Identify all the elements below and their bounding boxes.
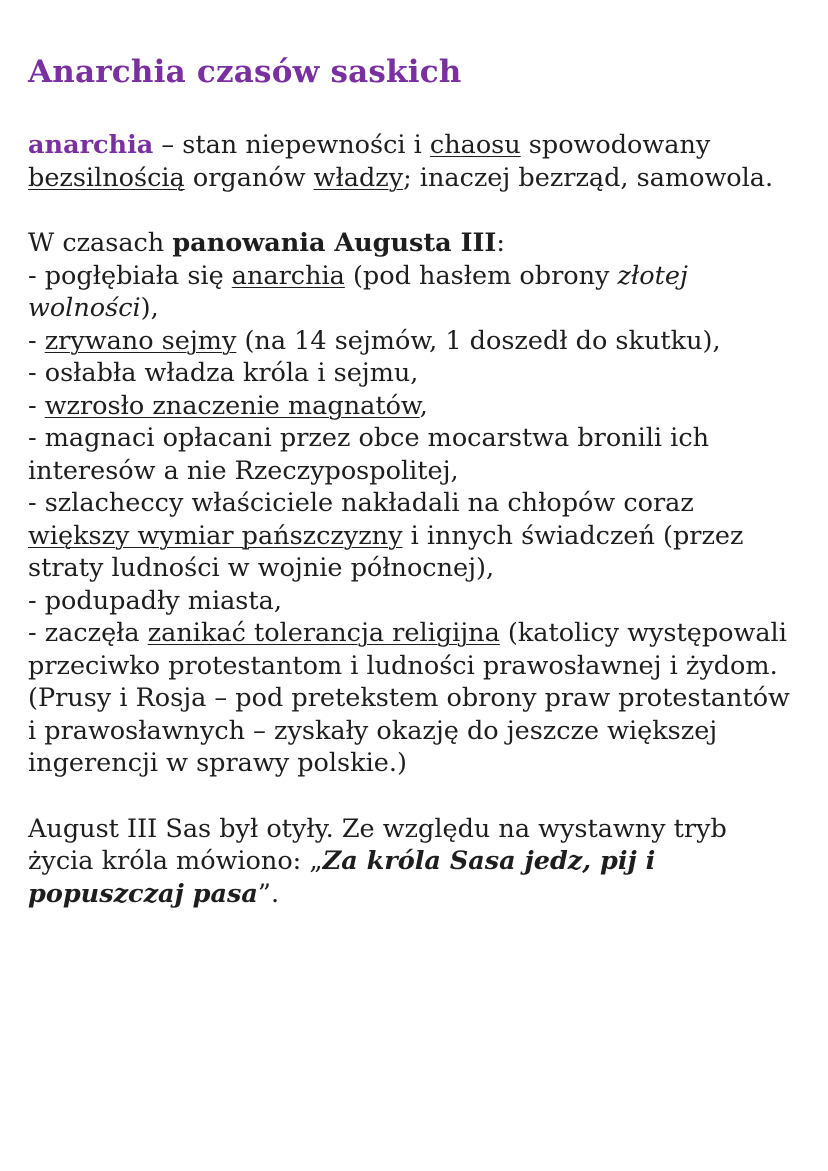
item-text: (katolicy występowali przeciwko protestantom i ludności prawosławnej i żydom. (Prusy i Rosja – pod pretekstem obrony praw protestantów i prawosławnych – zyskały okazję do jeszcze większej ingerencji w sprawy polskie.) — [28, 618, 790, 778]
underlined-term: anarchia — [231, 260, 345, 291]
definition-paragraph — [28, 129, 800, 194]
item-text: (na 14 sejmów, 1 doszedł do skutku), — [236, 325, 721, 356]
list-item — [28, 260, 800, 325]
document-page — [28, 52, 800, 910]
underlined-term: zrywano sejmy — [44, 325, 237, 356]
intro-text: W czasach — [28, 228, 173, 258]
underlined-term: władzy — [313, 162, 404, 193]
list-item — [28, 390, 800, 423]
closing-text: ”. — [257, 878, 280, 909]
list-item — [28, 617, 800, 780]
page-title: Anarchia czasów saskich — [28, 54, 462, 90]
item-text: ), — [140, 293, 159, 323]
item-text: - pogłębiała się — [28, 260, 232, 291]
underlined-term: zanikać tolerancja religijna — [147, 618, 500, 648]
list-item — [28, 325, 800, 358]
item-text: - szlacheccy właściciele nakładali na chłopów coraz — [28, 488, 694, 518]
intro-bold: panowania Augusta III — [172, 228, 497, 258]
item-text: - — [28, 390, 45, 421]
definition-text: – stan niepewności i — [153, 130, 430, 160]
list-item — [28, 487, 800, 585]
underlined-term: chaosu — [429, 130, 521, 160]
list-item: - podupadły miasta, — [28, 585, 282, 616]
definition-text: spowodowany — [520, 130, 711, 160]
italic-term: złotej wolności — [28, 260, 688, 323]
closing-paragraph — [28, 813, 800, 911]
definition-text: ; inaczej bezrząd, samowola. — [403, 162, 774, 193]
section-intro — [28, 227, 800, 260]
definition-text: organów — [184, 162, 314, 193]
item-text: - zaczęła — [28, 618, 148, 648]
definition-term: anarchia — [28, 130, 154, 160]
intro-text: : — [496, 228, 505, 258]
list-item: - magnaci opłacani przez obce mocarstwa bronili ich interesów a nie Rzeczypospolitej, — [28, 423, 710, 486]
item-text: i innych świadczeń (przez straty ludności w wojnie północnej), — [28, 520, 744, 583]
reign-section — [28, 227, 800, 780]
underlined-term: bezsilnością — [28, 162, 185, 193]
item-text: , — [419, 390, 428, 421]
underlined-term: wzrosło znaczenie magnatów — [44, 390, 420, 421]
saying-quote: Za króla Sasa jedz, pij i popuszczaj pasa — [28, 846, 656, 909]
closing-text: August III Sas był otyły. Ze względu na wystawny tryb życia króla mówiono: „ — [28, 813, 727, 876]
list-item: - osłabła władza króla i sejmu, — [28, 358, 419, 388]
item-text: (pod hasłem obrony — [344, 260, 618, 291]
item-text: - — [28, 325, 45, 356]
underlined-term: większy wymiar pańszczyzny — [28, 520, 403, 551]
